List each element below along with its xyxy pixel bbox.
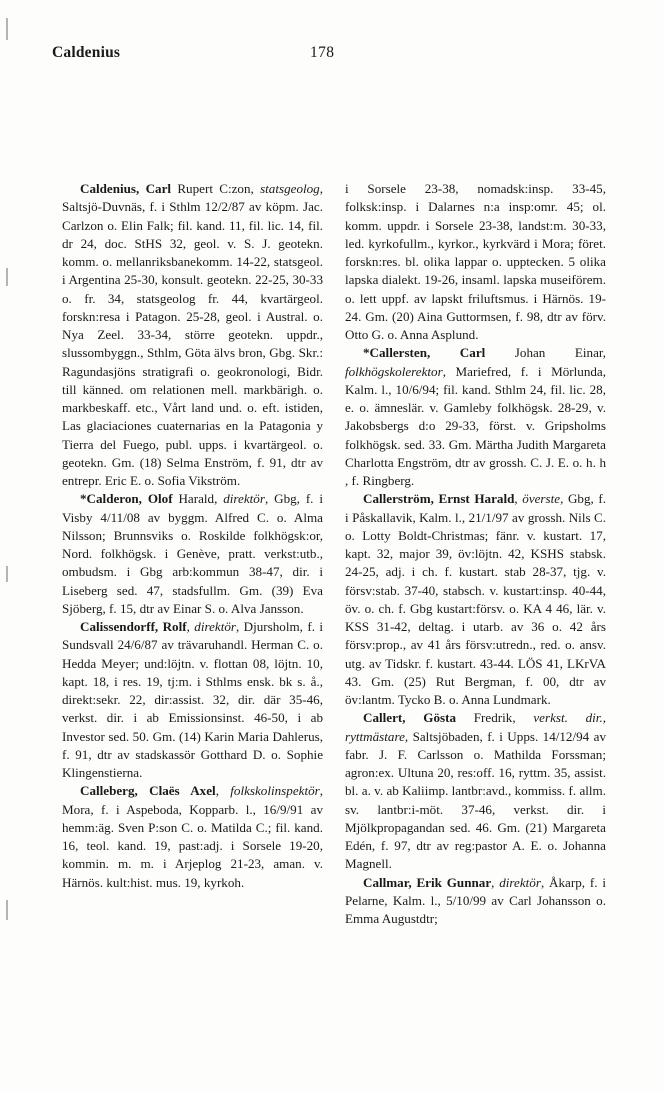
entry-star: *: [80, 491, 87, 507]
entry-name: Calissendorff, Rolf: [80, 619, 187, 634]
column-left: [62, 180, 323, 928]
entry-profession: direktör: [223, 491, 265, 507]
entry-profession: överste: [522, 491, 561, 507]
entry-profession: direktör: [194, 619, 236, 634]
entry-profession: folkhögskolerektor: [345, 363, 443, 379]
entry-caldenius: [62, 180, 323, 490]
entry-body: , Saltsjöbaden, f. i Upps. 14/12/94 av fabr. J. F. Carlsson o. Mathilda Forssman; agron:ex. Ultuna 20, res:off. 16, ryttm. 35, assist. bl. a. v. ab Kaliimp. lantbr:avd., kommiss. f. allm. sv. lantbr:i-möt. 37-46, verkst. dir. i Mjölkpropagandan sed. 46. Gm. (21) Margareta Edén, f. 97, dtr av reg:pastor A. E. o. Johanna Magnell.: [345, 728, 606, 872]
entry-pre-italic: ,: [215, 783, 231, 799]
entry-body: i Sorsele 23-38, nomadsk:insp. 33-45, folksk:insp. i Dalarnes n:a insp:omr. 45; ol. komm. uppdr. i Sorsele 23-38, landst:m. 30-33, led. kyrkofullm., kyrkor., kyrkvärd i Mora; föret. forskn:res. bl. olika lappar o. upptecken. 5 olika lapska dialekt. 19-26, insaml. lapska museiförem. o. lett uppf. av lapskt friluftsmus. i Härnös. 19-24. Gm. (20) Aina Guttormsen, f. 98, dtr av förv. Otto G. o. Anna Asplund.: [345, 181, 606, 342]
entry-profession: folkskolinspektör: [230, 783, 320, 799]
entry-calleberg: [62, 782, 323, 892]
entry-name: Callert, Gösta: [363, 710, 457, 726]
entry-profession: verkst. dir., ryttmästare: [345, 710, 607, 744]
entry-pre-italic: Harald,: [172, 491, 224, 507]
entry-body: , Åkarp, f. i Pelarne, Kalm. l., 5/10/99 av Carl Johansson o. Emma Augustdtr;: [345, 874, 606, 926]
entry-body: , Saltsjö-Duvnäs, f. i Sthlm 12/2/87 av köpm. Jac. Carlzon o. Elin Falk; fil. kand. 11, fil. lic. 14, fil. dr 24, doc. StHS 32, geol. v. S. J. geotekn. komm. o. mellanriksbanekomm. 14-22, statsgeol. i Argentina 25-30, konsult. geotekn. 22-25, 30-33 o. fr. 34, statsgeolog fr. 44, kvartärgeol. forskn:resa i Patagon. 25-28, geol. i Austral. o. Nya Zeel. 33-34, större geotekn. uppdr., slussombyggn., Sthlm, Göta älvs bron, Gbg. Skr.: Ragundasjöns stratigrafi o. geokronologi, Bidr. till känned. om relationen mell. markbärigh. o. markbeskaff. etc., Vårt land und. o. eft. istiden, Las glaciaciones cuaternarias en la Patagonia y Tierra del Fuego, publ. upps. i kvartärgeol. o. geotekn. Gm. (18) Selma Enström, f. 91, dtr av entrepr. Eric E. o. Sofia Vikström.: [62, 181, 324, 488]
entry-body: , Gbg, f. i Visby 4/11/08 av byggm. Alfred C. o. Alma Nilsson; Brunnsviks o. Roskilde folkhögsk:or, Nord. folkhögsk. i Genève, pratt. verkst:utb., ombudsm. i Gbg arb:kommun 38-47, dir. i Liseberg sed. 47, stadsfullm. Gm. (39) Eva Sjöberg, f. 15, dtr av Einar S. o. Alva Jansson.: [62, 491, 323, 616]
entry-name: Callmar, Erik Gunnar: [363, 874, 492, 890]
entry-callerstrom: [345, 490, 606, 709]
entry-pre-italic: Rupert C:zon,: [171, 181, 261, 196]
entry-star: *: [363, 345, 370, 361]
entry-profession: direktör: [499, 874, 541, 890]
entry-callert: [345, 709, 606, 873]
page-number: 178: [310, 44, 335, 61]
entry-calderon: [62, 490, 323, 618]
entry-pre-italic: Johan Einar,: [485, 345, 606, 361]
entry-name: Caldenius, Carl: [80, 181, 172, 196]
page-edge-marks: [6, 0, 10, 1093]
entry-calleberg-continued: [345, 180, 606, 344]
entry-body: , Gbg, f. i Påskallavik, Kalm. l., 21/1/97 av grossh. Nils C. o. Lotty Boldt-Christmas; fänr. v. kustart. 17, kapt. 32, major 39, öv:löjtn. 42, KSHS stabsk. 24-25, adj. i ch. f. kustart. stab 28-37, tjg. v. försv:stab. 37-40, stabsch. v. kustart:insp. 40-44, öv. o. ch. f. Gbg kustart:försv. o. KA 4 46, lär. v. KSS 31-42, deltag. i utarb. av 36 o. 42 års försv:prop., av 41 års försv:utredn., red. o. ansv. utg. av Tidskr. f. kustart. 43-44. LÖS 41, LKrVA 43. Gm. (25) Rut Bergman, f. 00, dtr av öv:lantm. Tycko B. o. Anna Lundmark.: [345, 491, 606, 707]
entry-name: Calleberg, Claës Axel: [80, 783, 216, 799]
entry-callmar: [345, 874, 606, 929]
running-head: Caldenius: [52, 44, 121, 61]
entry-profession: statsgeolog: [260, 181, 320, 196]
entry-name: Callersten, Carl: [369, 345, 486, 361]
entry-pre-italic: ,: [491, 874, 500, 890]
page-header: [52, 44, 612, 68]
entry-name: Calderon, Olof: [86, 491, 173, 507]
entry-name: Callerström, Ernst Harald: [363, 491, 515, 507]
column-right: [345, 180, 606, 928]
entry-callersten: [345, 344, 606, 490]
entry-body: , Djursholm, f. i Sundsvall 24/6/87 av trävaruhandl. Herman C. o. Hedda Meyer; und:löjtn. v. flottan 08, löjtn. 10, kapt. 18, i res. 19, tj:m. i Sthlms ensk. bk s. å., direkt:sekr. 22, dir:assist. 32, dir. där 35-46, verkst. dir. i ab Emissionsinst. 46-50, i ab Investor sed. 50. Gm. (14) Karin Maria Dahlerus, f. 91, dtr av stadskassör Gotthard D. o. Sophie Klingenstierna.: [62, 619, 324, 780]
entry-pre-italic: ,: [514, 491, 523, 507]
entry-body: , Mariefred, f. i Mörlunda, Kalm. l., 10/6/94; fil. kand. Sthlm 24, fil. lic. 28, e. o. ämneslär. v. Gamleby folkhögsk. 28-29, v. Jakobsbergs d:o 29-33, först. v. Gripsholms folkhögsk. sed. 33. Gm. Märtha Judith Margareta Charlotta Engström, dtr av grossh. C. J. E. o. h. h , f. Ringberg.: [345, 363, 606, 488]
entry-body: , Mora, f. i Aspeboda, Kopparb. l., 16/9/91 av hemm:äg. Sven P:son C. o. Matilda C.; fil. kand. 16, teol. kand. 19, past:adj. i Sorsele 19-20, kommin. m. m. i Arjeplog 21-23, aman. v. Härnös. kult:hist. mus. 19, kyrkoh.: [62, 783, 324, 890]
text-columns: [62, 180, 606, 928]
entry-pre-italic: Fredrik,: [456, 710, 534, 726]
entry-calissendorff: [62, 618, 323, 782]
entry-pre-italic: ,: [186, 619, 195, 634]
